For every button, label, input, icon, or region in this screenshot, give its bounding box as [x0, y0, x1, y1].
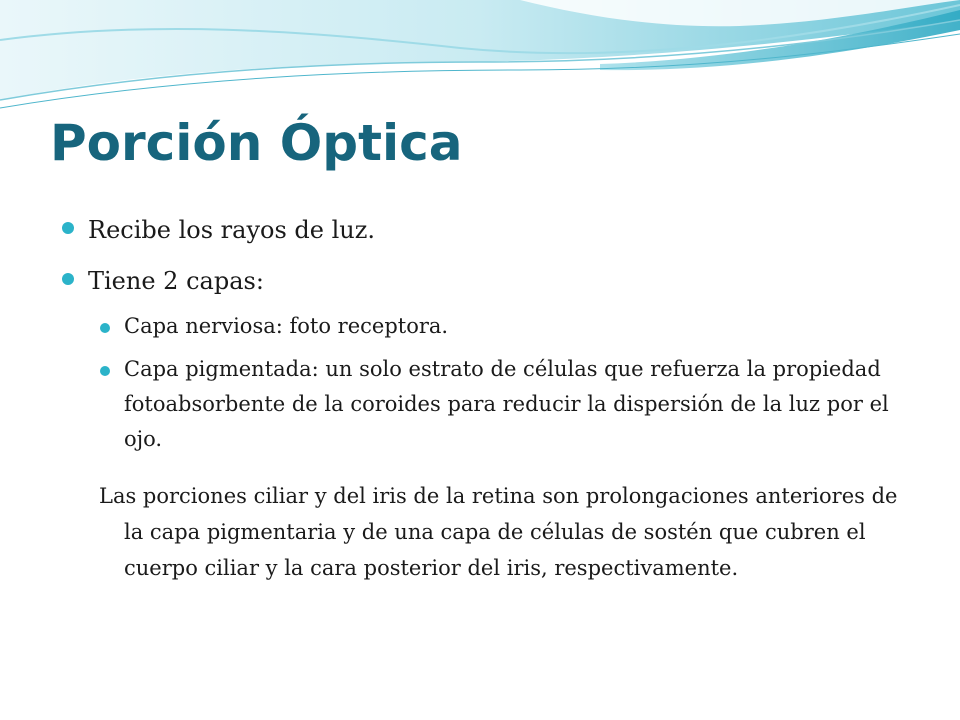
sub-bullet-dot	[100, 366, 110, 376]
sub-bullet-dot	[100, 323, 110, 333]
bullet-text: Tiene 2 capas:	[88, 267, 264, 295]
body-paragraph: Las porciones ciliar y del iris de la retina son prolongaciones anteriores de la capa pigmentaria y de una capa de células de sostén que cubren el cuerpo ciliar y la cara posterior del iris, respectivamente.	[99, 484, 898, 580]
bullet-text: Recibe los rayos de luz.	[88, 216, 375, 244]
bullet-dot	[62, 222, 74, 234]
sub-bullet-text: Capa pigmentada: un solo estrato de células que refuerza la propiedad fotoabsorbente de la coroides para reducir la dispersión de la luz por el ojo.	[124, 357, 889, 451]
sub-bullet-text: Capa nerviosa: foto receptora.	[124, 314, 449, 338]
bullet-dot	[62, 273, 74, 285]
slide-title: Porción Óptica	[50, 114, 463, 172]
